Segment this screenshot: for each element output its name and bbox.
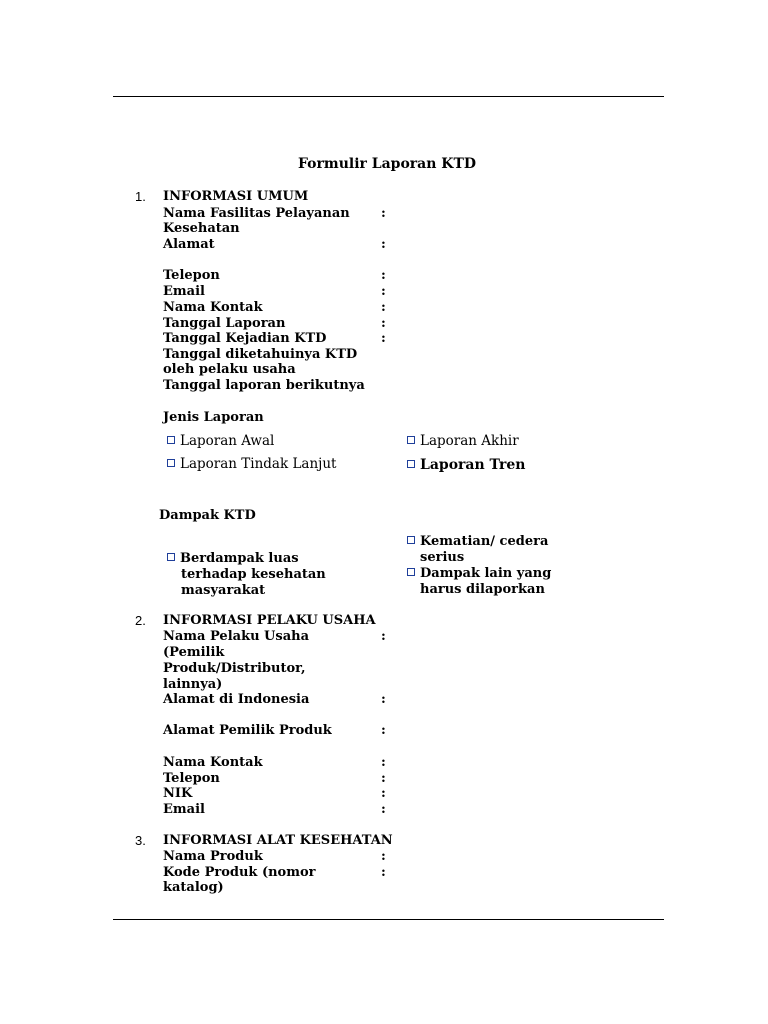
field-label-nama-kontak-2: Nama Kontak xyxy=(163,755,263,770)
checkbox-berdampak-luas-cont1: terhadap kesehatan xyxy=(181,567,326,582)
field-label-fasilitas-cont: Kesehatan xyxy=(163,221,240,236)
field-label-email-2: Email xyxy=(163,802,205,817)
field-label-email: Email xyxy=(163,284,205,299)
field-colon: : xyxy=(381,755,386,770)
checkbox-laporan-akhir[interactable] xyxy=(407,433,519,449)
field-label-alamat: Alamat xyxy=(163,237,215,252)
field-label-tanggal-diketahui: Tanggal diketahuinya KTD xyxy=(163,347,358,362)
checkbox-dampak-lain-cont: harus dilaporkan xyxy=(420,582,545,597)
field-colon: : xyxy=(381,300,386,315)
field-label-pelaku-usaha: Nama Pelaku Usaha xyxy=(163,629,310,644)
checkbox-icon[interactable] xyxy=(407,460,415,468)
field-label-nama-kontak: Nama Kontak xyxy=(163,300,263,315)
checkbox-laporan-awal[interactable] xyxy=(167,433,274,449)
field-colon: : xyxy=(381,723,386,738)
section-2-number: 2. xyxy=(135,613,146,628)
field-colon: : xyxy=(381,284,386,299)
field-colon: : xyxy=(381,206,386,221)
field-label-pelaku-usaha-cont1: (Pemilik xyxy=(163,645,225,660)
field-label-alamat-indonesia: Alamat di Indonesia xyxy=(163,692,310,707)
field-label-nama-produk: Nama Produk xyxy=(163,849,263,864)
section-3-number: 3. xyxy=(135,833,146,848)
section-2-heading: INFORMASI PELAKU USAHA xyxy=(163,613,376,628)
field-label-tanggal-berikutnya: Tanggal laporan berikutnya xyxy=(163,378,365,393)
jenis-laporan-label: Jenis Laporan xyxy=(163,410,264,425)
checkbox-icon[interactable] xyxy=(407,436,415,444)
checkbox-icon[interactable] xyxy=(407,568,415,576)
field-colon: : xyxy=(381,268,386,283)
checkbox-label: Laporan Awal xyxy=(180,433,275,449)
field-colon: : xyxy=(381,629,386,644)
field-label-telepon: Telepon xyxy=(163,268,220,283)
checkbox-laporan-tindak-lanjut[interactable] xyxy=(167,456,336,472)
checkbox-icon[interactable] xyxy=(407,536,415,544)
field-colon: : xyxy=(381,786,386,801)
field-label-tanggal-kejadian: Tanggal Kejadian KTD xyxy=(163,331,327,346)
field-colon: : xyxy=(381,865,386,880)
field-label-telepon-2: Telepon xyxy=(163,771,220,786)
field-label-alamat-pemilik: Alamat Pemilik Produk xyxy=(163,723,332,738)
checkbox-label: Kematian/ cedera xyxy=(420,534,549,549)
checkbox-berdampak-luas-cont2: masyarakat xyxy=(181,583,266,598)
form-title: Formulir Laporan KTD xyxy=(298,156,477,172)
checkbox-label: Laporan Tren xyxy=(420,457,526,473)
section-1-number: 1. xyxy=(135,189,146,204)
field-colon: : xyxy=(381,771,386,786)
field-colon: : xyxy=(381,331,386,346)
field-label-pelaku-usaha-cont2: Produk/Distributor, xyxy=(163,661,306,676)
field-colon: : xyxy=(381,849,386,864)
field-colon: : xyxy=(381,316,386,331)
field-label-tanggal-diketahui-cont: oleh pelaku usaha xyxy=(163,362,296,377)
field-label-pelaku-usaha-cont3: lainnya) xyxy=(163,677,223,692)
checkbox-dampak-lain[interactable] xyxy=(407,566,551,582)
field-label-kode-produk-cont: katalog) xyxy=(163,880,224,895)
checkbox-icon[interactable] xyxy=(167,553,175,561)
field-label-kode-produk: Kode Produk (nomor xyxy=(163,865,316,880)
dampak-ktd-label: Dampak KTD xyxy=(159,508,256,523)
field-colon: : xyxy=(381,802,386,817)
field-label-fasilitas: Nama Fasilitas Pelayanan xyxy=(163,206,350,221)
checkbox-label: Dampak lain yang xyxy=(420,566,552,581)
checkbox-laporan-tren[interactable] xyxy=(407,457,525,473)
field-colon: : xyxy=(381,692,386,707)
bottom-rule xyxy=(113,919,664,920)
checkbox-label: Berdampak luas xyxy=(180,551,299,566)
checkbox-icon[interactable] xyxy=(167,459,175,467)
checkbox-kematian-label-cont: serius xyxy=(420,550,465,565)
field-label-tanggal-laporan: Tanggal Laporan xyxy=(163,316,286,331)
checkbox-icon[interactable] xyxy=(167,436,175,444)
checkbox-label: Laporan Tindak Lanjut xyxy=(180,456,337,472)
field-label-nik: NIK xyxy=(163,786,193,801)
section-3-heading: INFORMASI ALAT KESEHATAN xyxy=(163,833,393,848)
checkbox-berdampak-luas[interactable] xyxy=(167,551,299,567)
top-rule xyxy=(113,96,664,97)
checkbox-label: Laporan Akhir xyxy=(420,433,519,449)
checkbox-kematian[interactable] xyxy=(407,534,548,550)
section-1-heading: INFORMASI UMUM xyxy=(163,189,309,204)
field-colon: : xyxy=(381,237,386,252)
